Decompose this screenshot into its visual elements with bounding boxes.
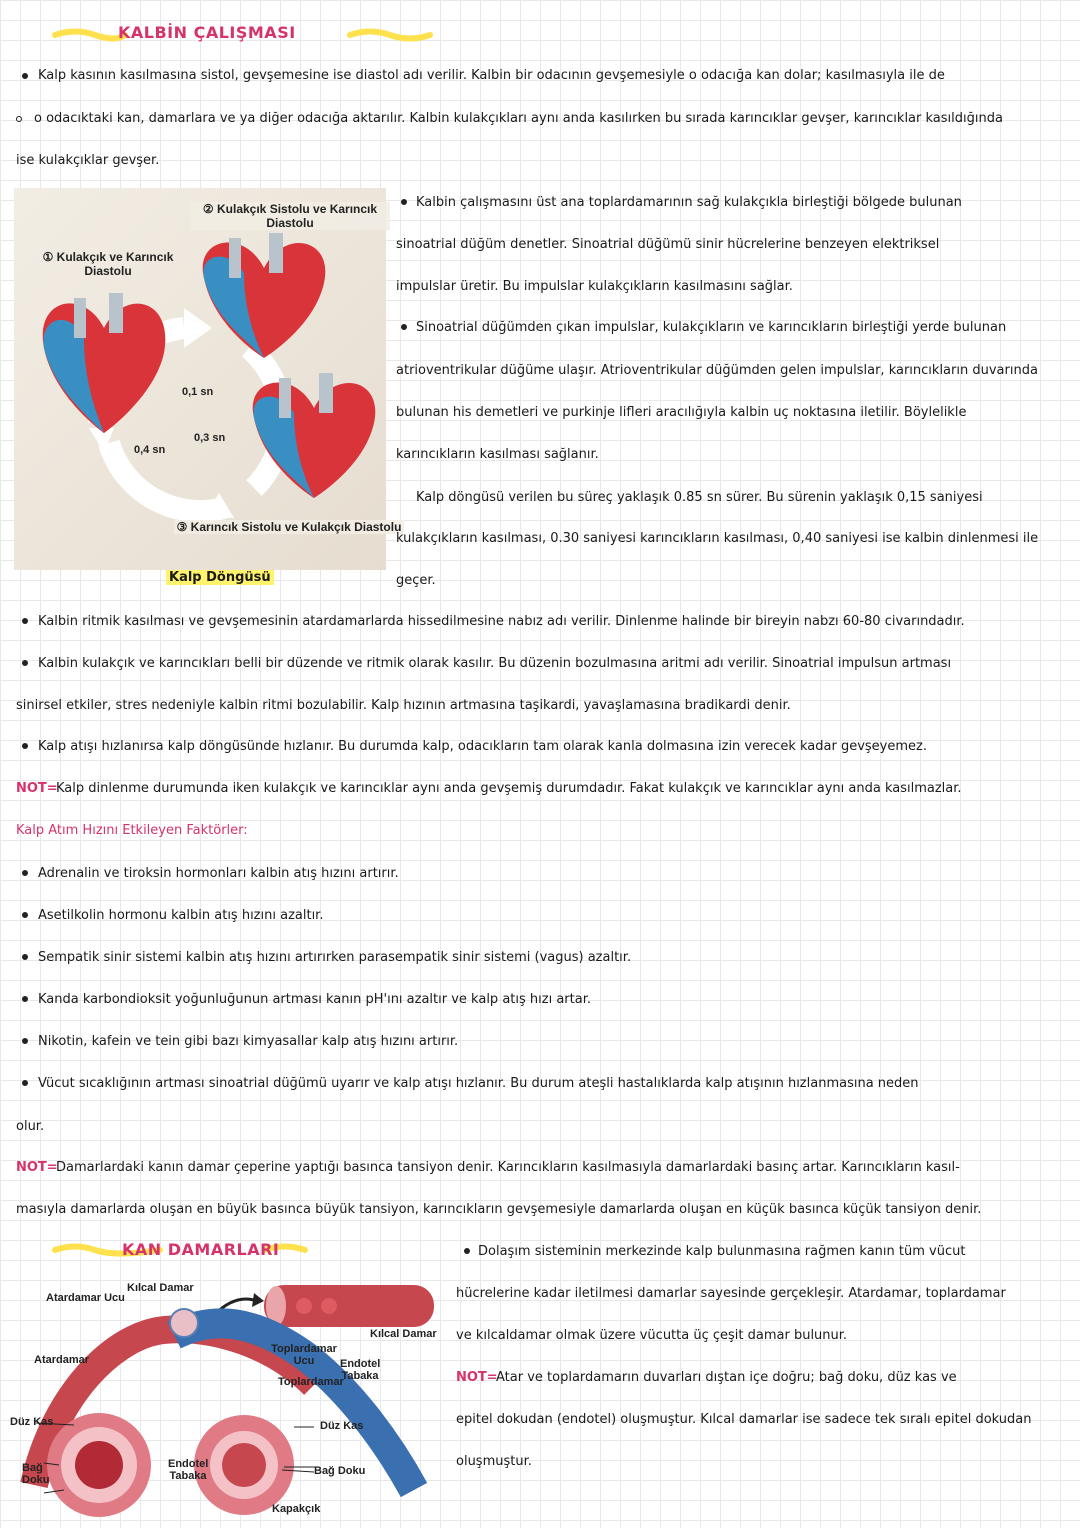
heart-diagram-1 [43, 293, 166, 433]
bullet [22, 73, 28, 79]
bullet [22, 870, 28, 876]
label-duz-kas-right: Düz Kas [320, 1420, 364, 1432]
heart-cycle-diagram [14, 188, 402, 570]
bullet [401, 324, 407, 330]
paragraph-line: o odacıktaki kan, damarlara ve ya diğer odacığa aktarılır. Kalbin kulakçıkları aynı anda kasılırken bu sırada karıncıklar gevşer, karıncıklar kasıldığında [34, 111, 1003, 126]
note-text: masıyla damarlarda oluşan en büyük basınca büyük tansiyon, karıncıkların gevşemesiyle damarlarda oluşan en küçük basınca küçük tansiyon denir. [16, 1202, 982, 1217]
paragraph-line: olur. [16, 1119, 45, 1134]
label-atardamar: Atardamar [34, 1354, 90, 1366]
note-text: oluşmuştur. [456, 1454, 532, 1469]
right-col-line: hücrelerine kadar iletilmesi damarlar sayesinde gerçekleşir. Atardamar, toplardamar [456, 1286, 1006, 1301]
label-kilcal-damar-top: Kılcal Damar [127, 1282, 194, 1294]
right-col-line: kulakçıkların kasılması, 0.30 saniyesi karıncıkların kasılması, 0,40 saniyesi ise kalbin dinlenmesi ile [396, 531, 1039, 546]
factor-item: Vücut sıcaklığının artması sinoatrial düğümü uyarır ve kalp atışı hızlanır. Bu durum ateşli hastalıklarda kalp atışının hızlanmasına neden [38, 1076, 919, 1091]
time-label-04: 0,4 sn [134, 444, 166, 456]
paragraph-line: ise kulakçıklar gevşer. [16, 153, 160, 168]
paragraph-line: sinirsel etkiler, stres nedeniyle kalbin ritmi bozulabilir. Kalp hızının artmasına taşikardi, yavaşlamasına bradikardi denir. [16, 698, 791, 713]
right-col-line: ve kılcaldamar olmak üzere vücutta üç çeşit damar bulunur. [456, 1328, 848, 1343]
note-label: NOT= [456, 1370, 498, 1385]
label-toplardamar: Toplardamar [278, 1376, 344, 1388]
label-bag-doku-left: Bağ Doku [22, 1462, 50, 1486]
right-col-line: sinoatrial düğüm denetler. Sinoatrial düğümü sinir hücrelerine benzeyen elektriksel [396, 237, 940, 252]
bullet [22, 1080, 28, 1086]
right-col-line: Sinoatrial düğümden çıkan impulslar, kulakçıkların ve karıncıkların birleştiği yerde bulunan [416, 320, 1007, 335]
paragraph-line: Kalbin ritmik kasılması ve gevşemesinin atardamarlarda hissedilmesine nabız adı verilir. Dinlenme halinde bir bireyin nabzı 60-80 civarındadır. [38, 614, 965, 629]
bullet [464, 1248, 470, 1254]
bullet [22, 743, 28, 749]
time-label-03: 0,3 sn [194, 432, 226, 444]
label-endotel-tabaka-right: Endotel Tabaka [340, 1358, 381, 1382]
diagram-label-2: ② Kulakçık Sistolu ve Karıncık Diastolu [190, 202, 390, 230]
right-col-line: karıncıkların kasılması sağlanır. [396, 447, 599, 462]
label-atardamar-ucu: Atardamar Ucu [46, 1292, 125, 1304]
diagram-caption: Kalp Döngüsü [166, 570, 274, 585]
label-toplardamar-ucu: Toplardamar Ucu [271, 1343, 337, 1367]
note-text: Atar ve toplardamarın duvarları dıştan içe doğru; bağ doku, düz kas ve [496, 1370, 957, 1385]
note-text: Kalp dinlenme durumunda iken kulakçık ve karıncıklar aynı anda gevşemiş durumdadır. Fakat kulakçık ve karıncıklar aynı anda kasılmazlar. [56, 781, 962, 796]
right-col-line: impulslar üretir. Bu impulslar kulakçıkların kasılmasını sağlar. [396, 279, 793, 294]
right-col-line: Kalbin çalışmasını üst ana toplardamarının sağ kulakçıkla birleştiği bölgede bulunan [416, 195, 962, 210]
label-kapakcik: Kapakçık [272, 1503, 321, 1515]
bullet [22, 912, 28, 918]
right-col-line: geçer. [396, 573, 436, 588]
note-label: NOT= [16, 1160, 58, 1175]
right-col-line: Kalp döngüsü verilen bu süreç yaklaşık 0.85 sn sürer. Bu sürenin yaklaşık 0,15 saniyesi [416, 490, 983, 505]
diagram-label-3: ③ Karıncık Sistolu ve Kulakçık Diastolu [174, 520, 404, 534]
label-duz-kas-left: Düz Kas [10, 1416, 54, 1428]
bullet-hollow [16, 116, 22, 122]
factor-item: Sempatik sinir sistemi kalbin atış hızını artırırken parasempatik sinir sistemi (vagus) azaltır. [38, 950, 632, 965]
right-col-line: atrioventrikular düğüme ulaşır. Atrioventrikular düğümden gelen impulslar, karıncıkların duvarında [396, 363, 1038, 378]
heart-cycle-illustration [14, 188, 386, 570]
factor-item: Asetilkolin hormonu kalbin atış hızını azaltır. [38, 908, 324, 923]
right-col-line: Dolaşım sisteminin merkezinde kalp bulunmasına rağmen kanın tüm vücut [478, 1244, 966, 1259]
label-bag-doku-right: Bağ Doku [314, 1465, 366, 1477]
bullet [22, 954, 28, 960]
blood-vessel-diagram [14, 1275, 444, 1520]
bullet [22, 996, 28, 1002]
note-label: NOT= [16, 781, 58, 796]
bullet [401, 199, 407, 205]
note-text: epitel dokudan (endotel) oluşmuştur. Kılcal damarlar ise sadece tek sıralı epitel dokudan [456, 1412, 1032, 1427]
bullet [22, 618, 28, 624]
note-text: Damarlardaki kanın damar çeperine yaptığı basınca tansiyon denir. Karıncıkların kasılmasıyla damarlardaki basınç artar. Karıncıkların kasıl- [56, 1160, 960, 1175]
heart-diagram-2 [203, 233, 326, 358]
section-title-heart: KALBİN ÇALIŞMASI [118, 23, 296, 42]
time-label-01: 0,1 sn [182, 386, 214, 398]
factor-item: Adrenalin ve tiroksin hormonları kalbin atış hızını artırır. [38, 866, 399, 881]
factor-item: Kanda karbondioksit yoğunluğunun artması kanın pH'ını azaltır ve kalp atış hızı artar. [38, 992, 591, 1007]
section-title-vessels: KAN DAMARLARI [122, 1240, 280, 1259]
bullet [22, 1038, 28, 1044]
paragraph-line: Kalbin kulakçık ve karıncıkları belli bir düzende ve ritmik olarak kasılır. Bu düzenin bozulmasına aritmi adı verilir. Sinoatrial impulsun artması [38, 656, 952, 671]
bullet [22, 660, 28, 666]
label-kilcal-damar-right: Kılcal Damar [370, 1328, 437, 1340]
factors-title: Kalp Atım Hızını Etkileyen Faktörler: [16, 823, 248, 838]
right-col-line: bulunan his demetleri ve purkinje lifleri aracılığıyla kalbin uç noktasına iletilir. Böylelikle [396, 405, 967, 420]
paragraph-line: Kalp atışı hızlanırsa kalp döngüsünde hızlanır. Bu durumda kalp, odacıkların tam olarak kanla dolmasına izin verecek kadar gevşeyemez. [38, 739, 927, 754]
diagram-label-1: ① Kulakçık ve Karıncık Diastolu [42, 250, 174, 278]
label-endotel-tabaka-bottom: Endotel Tabaka [168, 1458, 209, 1482]
paragraph-line: Kalp kasının kasılmasına sistol, gevşemesine ise diastol adı verilir. Kalbin bir odacının gevşemesiyle o odacığa kan dolar; kasılmasıyla ile de [38, 68, 945, 83]
factor-item: Nikotin, kafein ve tein gibi bazı kimyasallar kalp atış hızını artırır. [38, 1034, 459, 1049]
